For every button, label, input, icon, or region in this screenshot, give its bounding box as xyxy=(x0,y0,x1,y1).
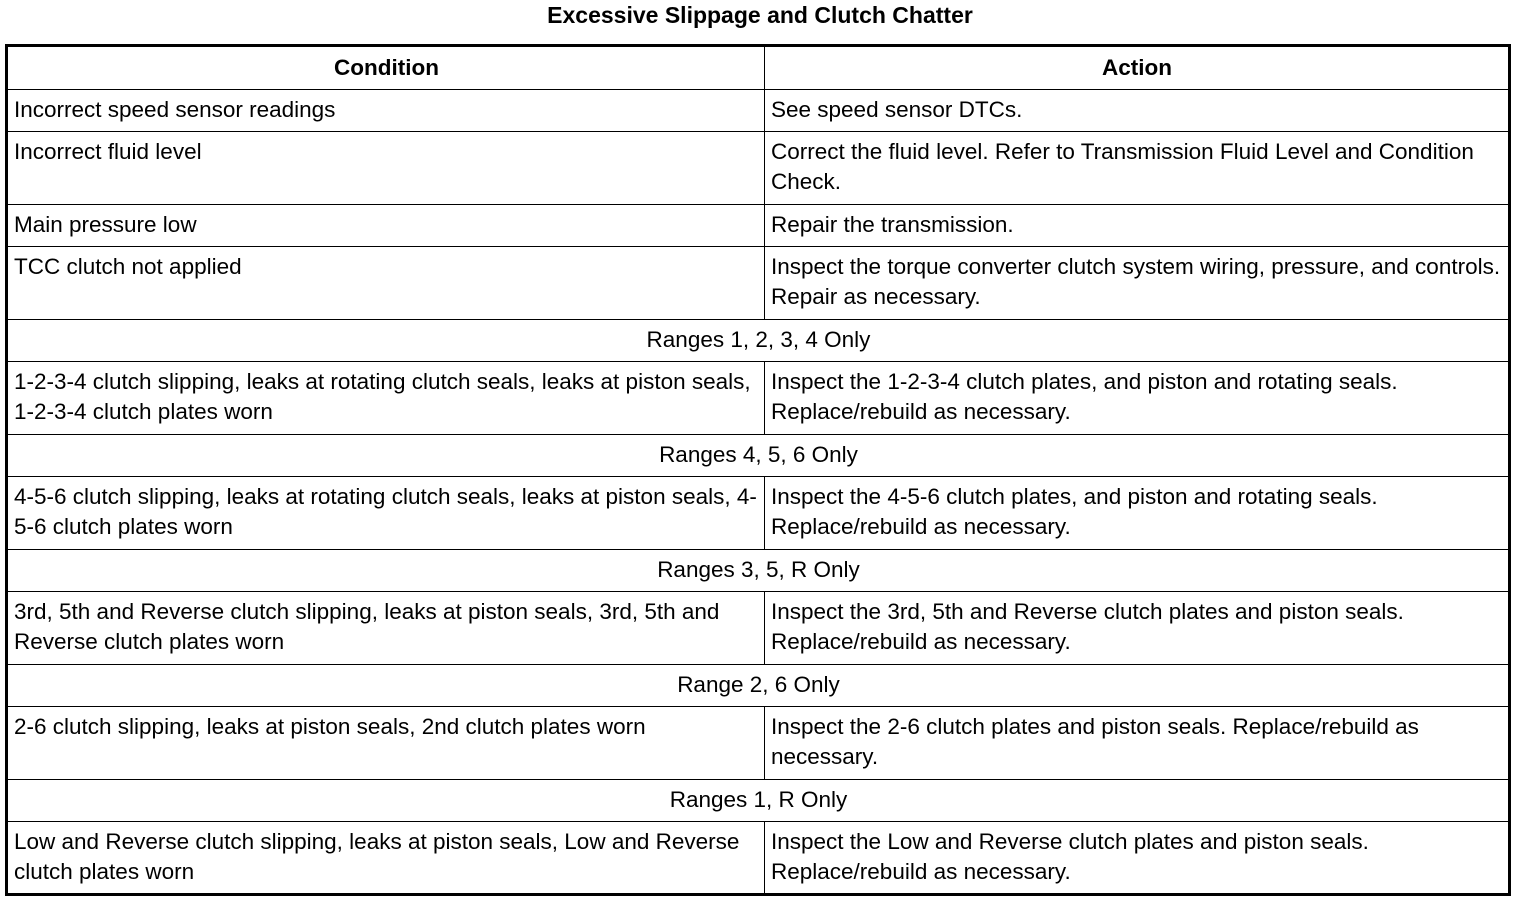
range-section-row xyxy=(7,320,1510,362)
table-row xyxy=(7,90,1510,132)
condition-cell: 1-2-3-4 clutch slipping, leaks at rotating clutch seals, leaks at piston seals, 1-2-3-4 clutch plates worn xyxy=(7,362,765,435)
condition-cell: 3rd, 5th and Reverse clutch slipping, leaks at piston seals, 3rd, 5th and Reverse clutch plates worn xyxy=(7,592,765,665)
action-cell: Inspect the 4-5-6 clutch plates, and piston and rotating seals. Replace/rebuild as necessary. xyxy=(765,477,1510,550)
range-section-row xyxy=(7,780,1510,822)
range-section-row xyxy=(7,665,1510,707)
range-label: Ranges 3, 5, R Only xyxy=(7,550,1510,592)
action-cell: Inspect the 2-6 clutch plates and piston seals. Replace/rebuild as necessary. xyxy=(765,707,1510,780)
condition-cell: Main pressure low xyxy=(7,205,765,247)
table-header-row xyxy=(7,46,1510,90)
range-label: Ranges 4, 5, 6 Only xyxy=(7,435,1510,477)
range-label: Ranges 1, R Only xyxy=(7,780,1510,822)
action-cell: See speed sensor DTCs. xyxy=(765,90,1510,132)
range-label: Ranges 1, 2, 3, 4 Only xyxy=(7,320,1510,362)
condition-cell: Incorrect fluid level xyxy=(7,132,765,205)
table-row xyxy=(7,707,1510,780)
table-row xyxy=(7,205,1510,247)
table-row xyxy=(7,477,1510,550)
troubleshooting-table xyxy=(5,44,1511,896)
table-row xyxy=(7,362,1510,435)
action-cell: Repair the transmission. xyxy=(765,205,1510,247)
range-section-row xyxy=(7,550,1510,592)
condition-cell: 2-6 clutch slipping, leaks at piston seals, 2nd clutch plates worn xyxy=(7,707,765,780)
condition-cell: Low and Reverse clutch slipping, leaks at piston seals, Low and Reverse clutch plates worn xyxy=(7,822,765,895)
condition-column-header: Condition xyxy=(7,46,765,90)
action-cell: Correct the fluid level. Refer to Transmission Fluid Level and Condition Check. xyxy=(765,132,1510,205)
page-title: Excessive Slippage and Clutch Chatter xyxy=(547,2,973,28)
table-row xyxy=(7,132,1510,205)
action-cell: Inspect the 3rd, 5th and Reverse clutch plates and piston seals. Replace/rebuild as necessary. xyxy=(765,592,1510,665)
table-row xyxy=(7,247,1510,320)
table-row xyxy=(7,592,1510,665)
table-row xyxy=(7,822,1510,895)
action-cell: Inspect the torque converter clutch system wiring, pressure, and controls. Repair as necessary. xyxy=(765,247,1510,320)
condition-cell: Incorrect speed sensor readings xyxy=(7,90,765,132)
range-label: Range 2, 6 Only xyxy=(7,665,1510,707)
action-cell: Inspect the Low and Reverse clutch plates and piston seals. Replace/rebuild as necessary. xyxy=(765,822,1510,895)
condition-cell: TCC clutch not applied xyxy=(7,247,765,320)
range-section-row xyxy=(7,435,1510,477)
condition-cell: 4-5-6 clutch slipping, leaks at rotating clutch seals, leaks at piston seals, 4-5-6 clutch plates worn xyxy=(7,477,765,550)
action-cell: Inspect the 1-2-3-4 clutch plates, and piston and rotating seals. Replace/rebuild as necessary. xyxy=(765,362,1510,435)
action-column-header: Action xyxy=(765,46,1510,90)
